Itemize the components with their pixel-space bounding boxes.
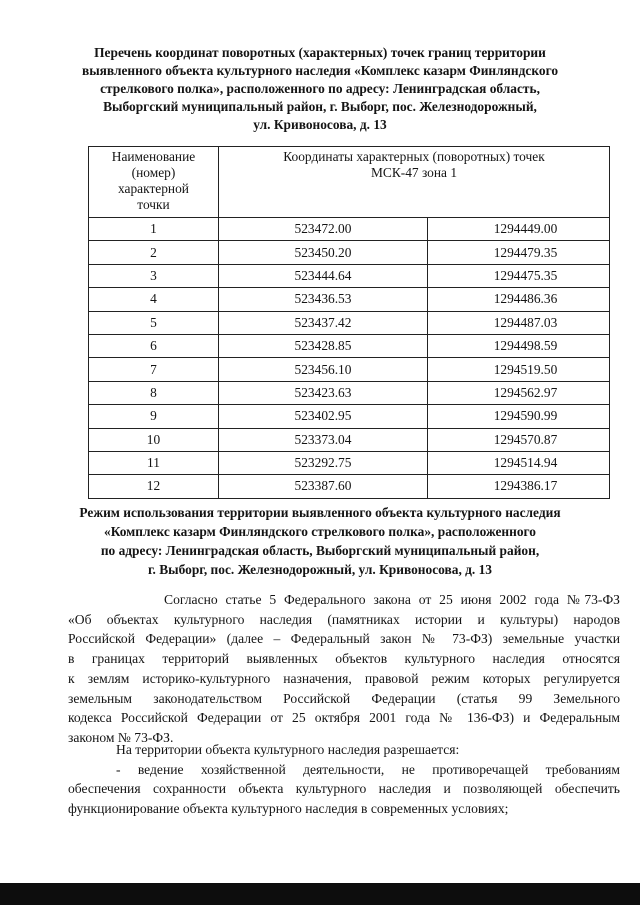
coordinates-table — [88, 146, 610, 499]
header-line: МСК-47 зона 1 — [370, 165, 458, 180]
coordinates-list-title — [60, 44, 580, 134]
coord-y-cell: 1294449.00 — [428, 218, 610, 241]
coord-y-cell: 1294519.50 — [428, 358, 610, 381]
coord-x-cell: 523373.04 — [219, 428, 428, 451]
coord-x-cell: 523472.00 — [219, 218, 428, 241]
paragraph-line: «Об объектах культурного наследия (памятниках истории и культуры) народов — [68, 611, 620, 627]
coord-y-cell: 1294479.35 — [428, 241, 610, 264]
coord-y-cell: 1294498.59 — [428, 334, 610, 357]
table-row — [89, 218, 610, 241]
coord-x-cell: 523436.53 — [219, 288, 428, 311]
paragraph-line: кодекса Российской Федерации от 25 октября 2001 года № 136-ФЗ) и Федеральным — [68, 710, 620, 726]
coord-x-cell: 523428.85 — [219, 334, 428, 357]
table-row — [89, 334, 610, 357]
section-title-line: по адресу: Ленинградская область, Выборгский муниципальный район, — [100, 543, 540, 558]
table-row — [89, 428, 610, 451]
title-line: ул. Кривоносова, д. 13 — [253, 117, 387, 132]
table-row — [89, 405, 610, 428]
header-line: Наименование — [111, 149, 196, 164]
coord-x-cell: 523402.95 — [219, 405, 428, 428]
title-line: Перечень координат поворотных (характерных) точек границ территории — [94, 45, 546, 60]
point-number-cell: 10 — [89, 428, 219, 451]
point-number-cell: 6 — [89, 334, 219, 357]
coord-y-cell: 1294475.35 — [428, 264, 610, 287]
coord-y-cell: 1294562.97 — [428, 381, 610, 404]
paragraph-line: в границах территорий выявленных объектов культурного наследия относятся — [68, 651, 620, 667]
paragraph-line: к землям историко-культурного назначения, правовой режим которых регулируется — [68, 670, 620, 686]
coord-x-cell: 523450.20 — [219, 241, 428, 264]
legal-basis-paragraph — [68, 590, 620, 748]
section-title-line: «Комплекс казарм Финляндского стрелкового полка», расположенного — [104, 524, 536, 539]
header-line: характерной — [118, 181, 189, 196]
coord-y-cell: 1294570.87 — [428, 428, 610, 451]
table-row — [89, 475, 610, 498]
coord-x-cell: 523387.60 — [219, 475, 428, 498]
point-number-cell: 11 — [89, 451, 219, 474]
table-row — [89, 311, 610, 334]
point-number-cell: 9 — [89, 405, 219, 428]
table-row — [89, 358, 610, 381]
header-coordinates — [219, 147, 610, 218]
point-number-cell: 7 — [89, 358, 219, 381]
coord-x-cell: 523444.64 — [219, 264, 428, 287]
paragraph-line: функционирование объекта культурного наследия в современных условиях; — [68, 801, 509, 817]
header-line: (номер) — [131, 165, 176, 180]
section-title-line: Режим использования территории выявленного объекта культурного наследия — [79, 505, 561, 520]
header-line: Координаты характерных (поворотных) точек — [283, 149, 545, 164]
coord-y-cell: 1294590.99 — [428, 405, 610, 428]
paragraph-line: На территории объекта культурного наследия разрешается: — [116, 742, 460, 757]
title-line: Выборгский муниципальный район, г. Выборг, пос. Железнодорожный, — [103, 99, 537, 114]
paragraph-line: законом № 73-ФЗ. — [68, 729, 174, 745]
paragraph-line: Согласно статье 5 Федерального закона от 25 июня 2002 года №73-ФЗ — [164, 592, 620, 607]
coord-x-cell: 523456.10 — [219, 358, 428, 381]
coord-y-cell: 1294386.17 — [428, 475, 610, 498]
title-line: стрелкового полка», расположенного по адресу: Ленинградская область, — [100, 81, 540, 96]
coord-x-cell: 523423.63 — [219, 381, 428, 404]
coord-y-cell: 1294514.94 — [428, 451, 610, 474]
coord-x-cell: 523437.42 — [219, 311, 428, 334]
table-header-row — [89, 147, 610, 218]
table-row — [89, 241, 610, 264]
point-number-cell: 12 — [89, 475, 219, 498]
table-row — [89, 288, 610, 311]
permitted-activities-paragraph — [68, 740, 620, 819]
coord-y-cell: 1294486.36 — [428, 288, 610, 311]
point-number-cell: 5 — [89, 311, 219, 334]
table-row — [89, 264, 610, 287]
paragraph-line: земельным законодательством Российской Федерации (статья 99 Земельного — [68, 690, 620, 706]
paragraph-line: - ведение хозяйственной деятельности, не противоречащей требованиям — [116, 761, 620, 777]
paragraph-line: Российской Федерации» (далее – Федеральный закон № 73-ФЗ) земельные участки — [68, 631, 620, 647]
point-number-cell: 3 — [89, 264, 219, 287]
usage-regime-title — [40, 503, 600, 579]
point-number-cell: 2 — [89, 241, 219, 264]
point-number-cell: 4 — [89, 288, 219, 311]
coord-x-cell: 523292.75 — [219, 451, 428, 474]
paragraph-line: обеспечения сохранности объекта культурного наследия и позволяющей обеспечить — [68, 781, 620, 797]
coord-y-cell: 1294487.03 — [428, 311, 610, 334]
header-point-name — [89, 147, 219, 218]
scan-bottom-edge — [0, 883, 640, 905]
point-number-cell: 8 — [89, 381, 219, 404]
header-line: точки — [137, 197, 170, 212]
section-title-line: г. Выборг, пос. Железнодорожный, ул. Кривоносова, д. 13 — [147, 562, 493, 577]
table-row — [89, 381, 610, 404]
title-line: выявленного объекта культурного наследия «Комплекс казарм Финляндского — [81, 63, 559, 78]
table-row — [89, 451, 610, 474]
point-number-cell: 1 — [89, 218, 219, 241]
